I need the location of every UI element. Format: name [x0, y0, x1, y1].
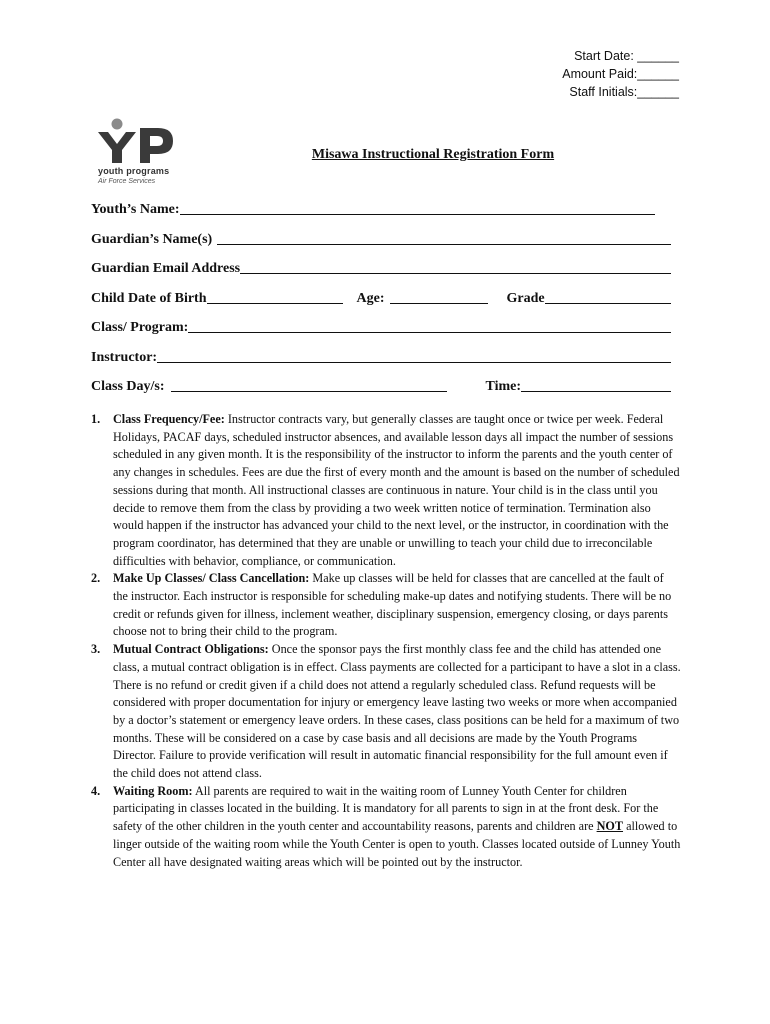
- grade-input[interactable]: [545, 289, 671, 304]
- class-days-label: Class Day/s:: [91, 379, 165, 394]
- time-input[interactable]: [521, 377, 671, 392]
- term-body: Make up classes will be held for classes that are cancelled at the fault of the instructor. Each instructor is responsible for scheduling make-up dates and notifying students. There will be no credit or refunds given for illness, inclement weather, disciplinary suspension, emergency closing, or days parents choose not to bring their child to the program.: [113, 571, 672, 639]
- term-heading: Class Frequency/Fee:: [113, 412, 225, 426]
- term-heading: Make Up Classes/ Class Cancellation:: [113, 571, 310, 586]
- guardian-email-label: Guardian Email Address: [91, 261, 241, 276]
- form-title: Misawa Instructional Registration Form: [311, 147, 555, 162]
- grade-label: Grade: [506, 291, 545, 306]
- term-heading: Mutual Contract Obligations:: [113, 642, 269, 657]
- term-body-after: allowed to linger outside of the waiting room while the Youth Center is open to youth. Classes located outside of Lunney Youth Center all have designated waiting areas which will be pointed out by the instructor.: [113, 819, 681, 869]
- terms-list: [91, 411, 681, 871]
- amount-paid-field[interactable]: Amount Paid:______: [562, 67, 679, 81]
- term-item: [91, 411, 681, 570]
- instructor-label: Instructor:: [91, 350, 158, 365]
- age-input[interactable]: [390, 289, 488, 304]
- guardian-email-input[interactable]: [240, 259, 671, 274]
- term-heading: Waiting Room:: [113, 783, 193, 798]
- logo-subtext: Air Force Services: [98, 178, 156, 185]
- staff-initials-field[interactable]: Staff Initials:______: [569, 85, 679, 99]
- instructor-input[interactable]: [157, 348, 671, 363]
- class-program-label: Class/ Program:: [91, 320, 189, 335]
- class-days-input[interactable]: [171, 377, 447, 392]
- guardian-names-input[interactable]: [217, 230, 671, 245]
- term-number: 4.: [91, 783, 101, 798]
- dob-age-grade-row: [91, 287, 671, 307]
- youth-name-input[interactable]: [180, 200, 655, 215]
- logo-text: youth programs: [98, 166, 170, 176]
- age-label: Age:: [356, 291, 385, 306]
- office-use-block: [562, 47, 679, 101]
- youth-name-label: Youth’s Name:: [91, 202, 180, 217]
- term-item: [91, 783, 681, 872]
- guardian-names-label: Guardian’s Name(s): [91, 232, 213, 247]
- class-program-input[interactable]: [188, 318, 671, 333]
- class-program-row: [91, 316, 671, 336]
- instructor-row: [91, 346, 671, 366]
- youth-name-row: [91, 198, 671, 218]
- term-item: [91, 570, 681, 641]
- class-days-time-row: [91, 375, 671, 395]
- guardian-email-row: [91, 257, 671, 277]
- term-number: 3.: [91, 642, 101, 657]
- term-body: Instructor contracts vary, but generally classes are taught once or twice per week. Federal Holidays, PACAF days, scheduled instructor absences, and available lesson days all impact the number of sessions scheduled in any given month. It is the responsibility of the instructor to inform the parents and the youth center of any changes in schedules. Fees are due the first of every month and the amount is based on the number of scheduled sessions during that month. All instructional classes are continuous in nature. Your child is in the class until you decide to remove them from the class by providing a two week written notice of termination. Termination also would happen if the instructor has advanced your child to the next level, or the instructor, in coordination with the program coordinator, has determined that they are unable or unwilling to teach your child due to irreconcilable difficulties with behavior, compliance, or communication.: [113, 412, 680, 568]
- child-dob-input[interactable]: [207, 289, 343, 304]
- start-date-field[interactable]: Start Date: ______: [574, 49, 679, 63]
- child-dob-label: Child Date of Birth: [91, 291, 207, 306]
- term-body-before: All parents are required to wait in the waiting room of Lunney Youth Center for children participating in classes located in the building. It is mandatory for all parents to sign in at the front desk. For the safety of the other children in the youth center and accountability reasons, parents and children are: [113, 783, 659, 834]
- guardian-names-row: [91, 228, 671, 248]
- time-label: Time:: [485, 379, 522, 394]
- term-number: 1.: [91, 412, 101, 426]
- term-number: 2.: [91, 571, 101, 586]
- term-item: [91, 641, 681, 783]
- term-body: Once the sponsor pays the first monthly class fee and the child has attended one class, a mutual contract obligation is in effect. Class payments are collected for a participant to have a slot in a class. There is no refund or credit given if a child does not attend a regularly scheduled class. Refund requests will be considered with proper documentation for injury or emergency leave lasting two weeks or more when accompanied by a doctor’s statement or emergency leave orders. In these cases, class positions can be held for a maximum of two months. These will be considered on a case by case basis and all decisions are made by the Youth Programs Director. Failure to provide verification will result in automatic financial responsibility for the full amount even if the child does not attend class.: [113, 642, 681, 781]
- term-emphasis: NOT: [596, 819, 624, 834]
